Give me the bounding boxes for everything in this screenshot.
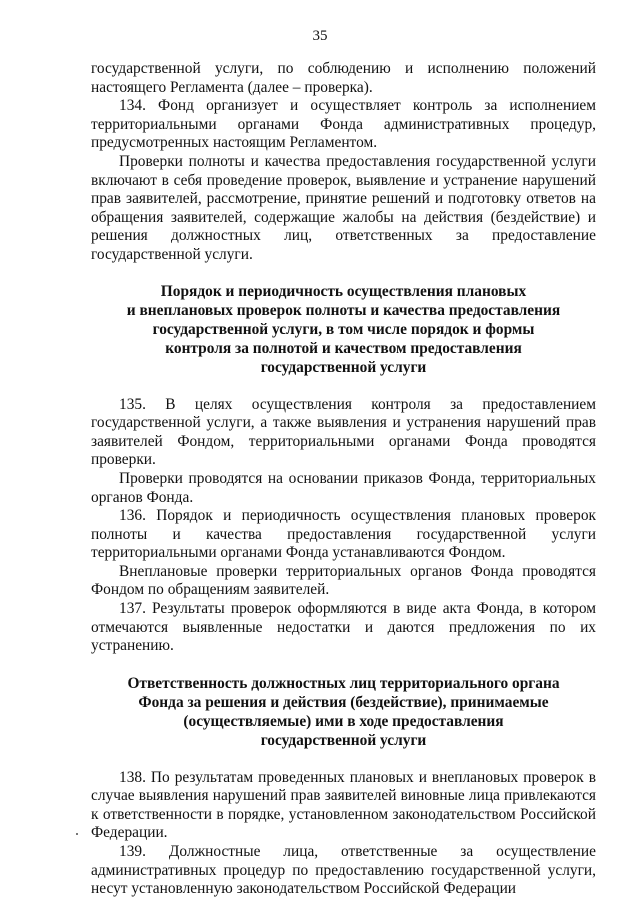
heading-line: контроля за полнотой и качеством предоставления xyxy=(165,340,522,358)
paragraph-135: 135. В целях осуществления контроля за предоставлением государственной услуги, а также выявления и устранения нарушений прав заявителей Фондом, территориальными органами Фонда проводятся проверки. xyxy=(91,395,596,469)
paragraph-checks-description: Проверки полноты и качества предоставления государственной услуги включают в себя проведение проверок, выявление и устранение нарушений прав заявителей, рассмотрение, принятие решений и подготовку ответов на обращения заявителей, содержащие жалобы на действия (бездействие) и решения должностных лиц, ответственных за предоставление государственной услуги. xyxy=(91,152,596,263)
heading-line: Ответственность должностных лиц территориального органа xyxy=(127,674,560,692)
scan-speck xyxy=(76,833,78,835)
paragraph-unscheduled-checks: Внеплановые проверки территориальных органов Фонда проводятся Фондом по обращениям заявителей. xyxy=(91,562,596,599)
paragraph-continuation: государственной услуги, по соблюдению и исполнению положений настоящего Регламента (далее – проверка). xyxy=(91,60,596,96)
document-body xyxy=(91,60,596,899)
section-heading-responsibility xyxy=(91,674,596,751)
heading-line: государственной услуги xyxy=(260,732,427,750)
paragraph-136: 136. Порядок и периодичность осуществления плановых проверок полноты и качества предоставления государственной услуги территориальными органами Фонда устанавливаются Фондом. xyxy=(91,507,596,562)
heading-line: Фонда за решения и действия (бездействие), принимаемые xyxy=(138,694,549,712)
heading-line: и внеплановых проверок полноты и качества предоставления xyxy=(126,301,561,319)
paragraph-137: 137. Результаты проверок оформляются в виде акта Фонда, в котором отмечаются выявленные недостатки и даются предложения по их устранению. xyxy=(91,600,596,655)
heading-line: государственной услуги xyxy=(260,359,427,377)
heading-line: Порядок и периодичность осуществления плановых xyxy=(160,282,527,300)
paragraph-138: 138. По результатам проведенных плановых и внеплановых проверок в случае выявления нарушений прав заявителей виновные лица привлекаются к ответственности в порядке, установленном законодательством Российской Федерации. xyxy=(91,768,596,842)
heading-line: государственной услуги, в том числе порядок и формы xyxy=(152,320,535,338)
heading-line: (осуществляемые) ими в ходе предоставления xyxy=(183,713,504,731)
paragraph-134: 134. Фонд организует и осуществляет контроль за исполнением территориальными органами Фонда административных процедур, предусмотренных настоящим Регламентом. xyxy=(91,97,596,152)
page-number: 35 xyxy=(312,28,328,44)
paragraph-139: 139. Должностные лица, ответственные за осуществление административных процедур по предоставлению государственной услуги, несут установленную законодательством Российской Федерации xyxy=(91,843,596,898)
paragraph-orders-basis: Проверки проводятся на основании приказов Фонда, территориальных органов Фонда. xyxy=(91,469,596,506)
section-heading-inspection-procedure xyxy=(91,282,596,378)
